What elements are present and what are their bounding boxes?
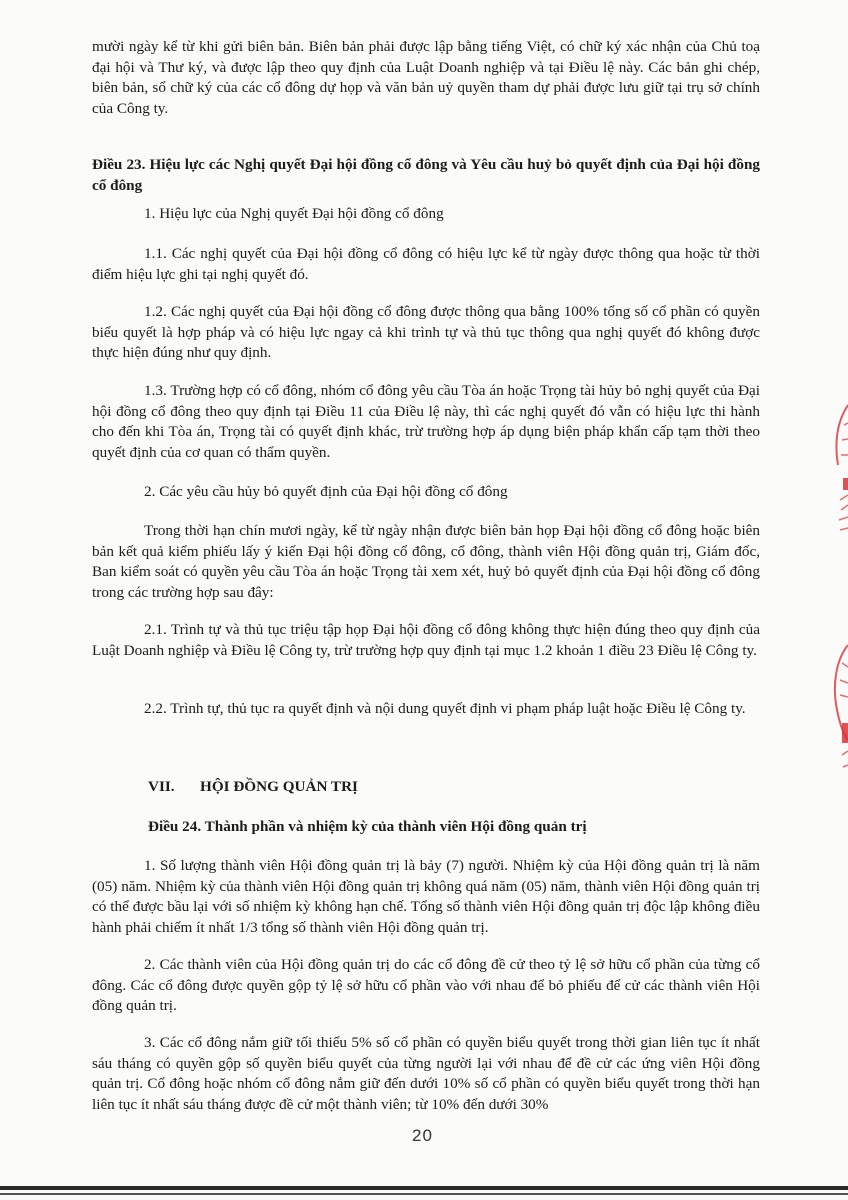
section-2-body: Trong thời hạn chín mươi ngày, kể từ ngày nhận được biên bản họp Đại hội đồng cổ đông hoặc biên bản kết quả kiểm phiếu lấy ý kiến Đại hội đồng cổ đông, cổ đông, thành viên Hội đồng quản trị, Giám đốc, Ban kiểm soát có quyền yêu cầu Tòa án hoặc Trọng tài xem xét, huỷ bỏ quyết định của Đại hội đồng cổ đông trong các trường hợp sau đây: xyxy=(92,522,760,601)
article-23-heading: Điều 23. Hiệu lực các Nghị quyết Đại hội đồng cổ đông và Yêu cầu huỷ bỏ quyết định của Đại hội đồng cổ đông xyxy=(92,156,760,194)
clause-1-3: 1.3. Trường hợp có cổ đông, nhóm cổ đông yêu cầu Tòa án hoặc Trọng tài hủy bỏ nghị quyết của Đại hội đồng cổ đông theo quy định tại Điều 11 của Điều lệ này, thì các nghị quyết đó vẫn có hiệu lực thi hành cho đến khi Tòa án, Trọng tài có quyết định khác, trừ trường hợp áp dụng biện pháp khẩn cấp tạm thời theo quyết định của cơ quan có thẩm quyền. xyxy=(92,382,760,461)
clause-24-1: 1. Số lượng thành viên Hội đồng quản trị là bảy (7) người. Nhiệm kỳ của Hội đồng quản trị là năm (05) năm. Nhiệm kỳ của thành viên Hội đồng quản trị không quá năm (05) năm, thành viên Hội đồng quản trị có thể được bầu lại với số nhiệm kỳ không hạn chế. Tổng số thành viên Hội đồng quản trị độc lập không điều hành phải chiếm ít nhất 1/3 tổng số thành viên Hội đồng quản trị. xyxy=(92,857,760,936)
chapter-7-number: VII. xyxy=(148,778,175,795)
clause-2-2: 2.2. Trình tự, thủ tục ra quyết định và nội dung quyết định vi phạm pháp luật hoặc Điều lệ Công ty. xyxy=(144,700,746,717)
scan-edge-line xyxy=(0,1186,848,1190)
clause-1-2: 1.2. Các nghị quyết của Đại hội đồng cổ đông được thông qua bằng 100% tổng số cổ phần có quyền biểu quyết là hợp pháp và có hiệu lực ngay cả khi trình tự và thủ tục thông qua nghị quyết đó không được thực hiện đúng như quy định. xyxy=(92,303,760,361)
clause-1-1: 1.1. Các nghị quyết của Đại hội đồng cổ đông có hiệu lực kể từ ngày được thông qua hoặc từ thời điểm hiệu lực ghi tại nghị quyết đó. xyxy=(92,245,760,283)
clause-24-3: 3. Các cổ đông nắm giữ tối thiểu 5% số cổ phần có quyền biểu quyết trong thời gian liên tục ít nhất sáu tháng có quyền gộp số quyền biểu quyết của từng người lại với nhau để đề cử các ứng viên Hội đồng quản trị. Cổ đông hoặc nhóm cổ đông nắm giữ đến dưới 10% số cổ phần có quyền biểu quyết trong thời hạn liên tục ít nhất sáu tháng được đề cử một thành viên; từ 10% đến dưới 30% xyxy=(92,1034,760,1113)
clause-2-1: 2.1. Trình tự và thủ tục triệu tập họp Đại hội đồng cổ đông không thực hiện đúng theo quy định của Luật Doanh nghiệp và Điều lệ Công ty, trừ trường hợp quy định tại mục 1.2 khoản 1 điều 23 Điều lệ Công ty. xyxy=(92,621,760,659)
red-seal-stamp xyxy=(828,395,848,775)
section-1-heading: 1. Hiệu lực của Nghị quyết Đại hội đồng cổ đông xyxy=(144,205,444,222)
section-2-heading: 2. Các yêu cầu hủy bỏ quyết định của Đại hội đồng cổ đông xyxy=(144,483,508,500)
page-number: 20 xyxy=(412,1126,433,1145)
paragraph-minutes-continued: mười ngày kể từ khi gửi biên bản. Biên bản phải được lập bằng tiếng Việt, có chữ ký xác nhận của Chủ toạ đại hội và Thư ký, và được lập theo quy định của Luật Doanh nghiệp và tại Điều lệ này. Các bản ghi chép, biên bản, sổ chữ ký của các cổ đông dự họp và văn bản uỷ quyền tham dự phải được lưu giữ tại trụ sở chính của Công ty. xyxy=(92,38,760,117)
clause-24-2: 2. Các thành viên của Hội đồng quản trị do các cổ đông đề cử theo tỷ lệ sở hữu cổ phần của từng cổ đông. Các cổ đông được quyền gộp tỷ lệ sở hữu cổ phần vào với nhau để bỏ phiếu để cử các thành viên Hội đồng quản trị. xyxy=(92,956,760,1014)
scan-edge-line-lower xyxy=(0,1193,848,1195)
chapter-7-title: HỘI ĐỒNG QUẢN TRỊ xyxy=(200,778,358,795)
article-24-heading: Điều 24. Thành phần và nhiệm kỳ của thành viên Hội đồng quản trị xyxy=(148,818,587,835)
